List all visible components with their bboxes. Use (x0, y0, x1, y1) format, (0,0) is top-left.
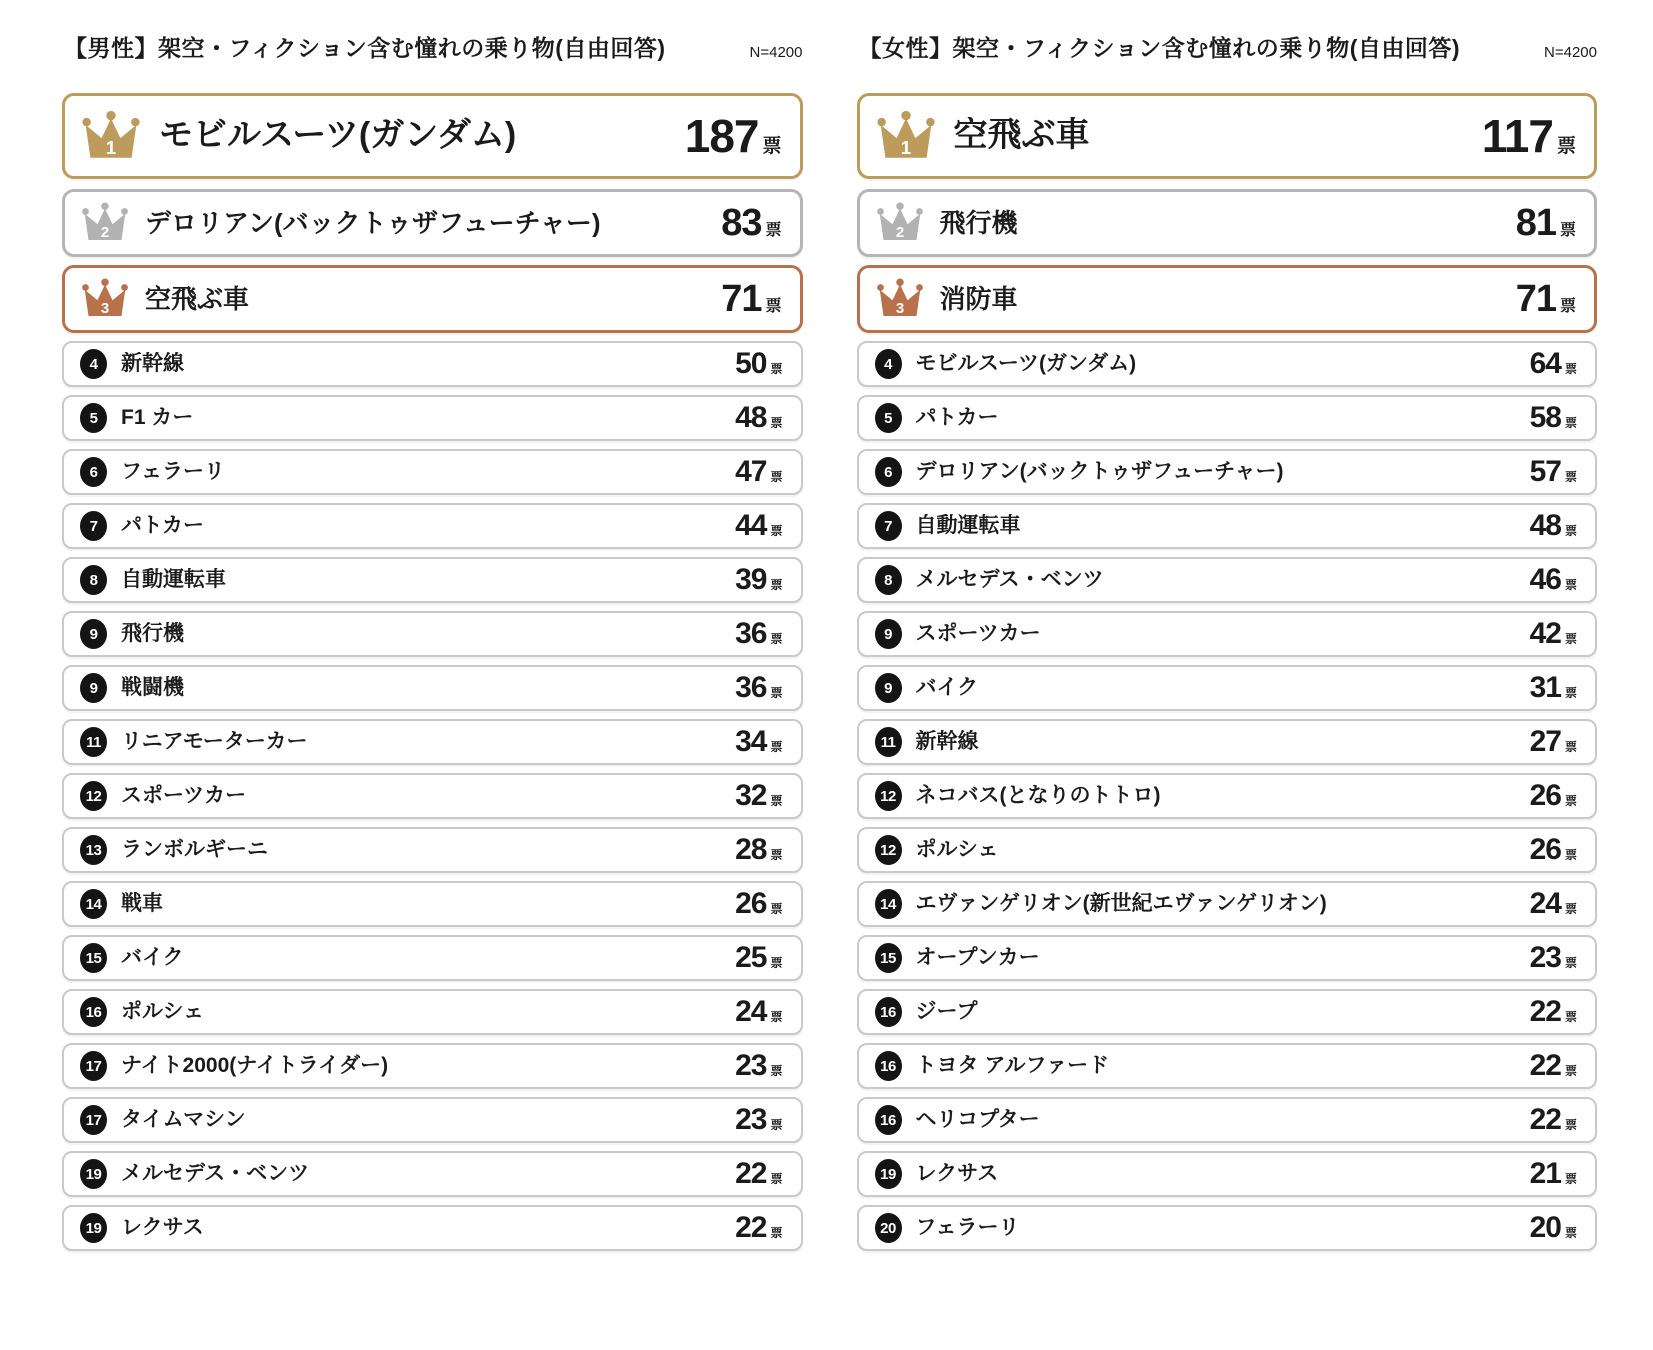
vote-count (735, 565, 782, 595)
rank-badge: 16 (875, 1051, 902, 1081)
ranking-row (857, 395, 1598, 441)
vote-count (1530, 889, 1577, 919)
vote-count (735, 1159, 782, 1189)
rank-badge: 16 (875, 1105, 902, 1135)
vote-count (735, 403, 782, 433)
item-label: デロリアン(バックトゥザフューチャー) (145, 208, 601, 238)
crown-rank-3-icon (81, 277, 129, 321)
item-label: 空飛ぶ車 (145, 284, 250, 314)
vote-number: 21 (1529, 1157, 1561, 1190)
rank-badge: 7 (875, 511, 902, 541)
item-label: トヨタ アルファード (915, 1054, 1110, 1078)
vote-count (1530, 1159, 1577, 1189)
rank-badge: 17 (80, 1051, 107, 1081)
vote-unit: 票 (1564, 902, 1577, 916)
ranking-row (62, 395, 803, 441)
ranking-row (857, 827, 1598, 873)
vote-number: 44 (735, 509, 767, 542)
vote-unit: 票 (1564, 1118, 1577, 1132)
vote-unit: 票 (1564, 686, 1577, 700)
vote-count (1530, 403, 1577, 433)
item-label: スポーツカー (121, 784, 247, 808)
item-label: ランボルギーニ (121, 838, 268, 862)
vote-count (735, 1105, 782, 1135)
svg-text:3: 3 (895, 300, 904, 318)
vote-unit: 票 (770, 956, 783, 970)
rank-badge: 19 (80, 1159, 107, 1189)
vote-unit: 票 (770, 902, 783, 916)
vote-unit: 票 (1564, 740, 1577, 754)
vote-count (735, 1051, 782, 1081)
item-label: ナイト2000(ナイトライダー) (121, 1054, 389, 1078)
item-label: リニアモーターカー (121, 730, 308, 754)
vote-count (1530, 673, 1577, 703)
rank-badge: 20 (875, 1213, 902, 1243)
item-label: エヴァンゲリオン(新世紀エヴァンゲリオン) (915, 892, 1327, 916)
item-label: ポルシェ (915, 838, 999, 862)
vote-number: 47 (735, 455, 767, 488)
vote-count (735, 781, 782, 811)
crown-rank-1-icon (876, 109, 936, 163)
vote-unit: 票 (770, 848, 783, 862)
ranking-row (62, 665, 803, 711)
ranking-row (62, 1205, 803, 1251)
vote-unit: 票 (765, 298, 782, 315)
ranking-row (857, 341, 1598, 387)
ranking-row (62, 1151, 803, 1197)
ranking-row (857, 93, 1598, 179)
vote-unit: 票 (765, 222, 782, 239)
ranking-row (62, 1043, 803, 1089)
vote-count (1530, 997, 1577, 1027)
ranking-row (857, 449, 1598, 495)
rank-badge: 11 (80, 727, 107, 757)
vote-number: 23 (735, 1103, 767, 1136)
ranking-row (857, 611, 1598, 657)
vote-unit: 票 (762, 136, 782, 157)
vote-count (1530, 1213, 1577, 1243)
panel-male (62, 24, 803, 1259)
vote-number: 117 (1481, 110, 1553, 162)
vote-count (1530, 1051, 1577, 1081)
vote-number: 48 (1529, 509, 1561, 542)
ranking-row (62, 719, 803, 765)
vote-count (735, 727, 782, 757)
crown-rank-2-icon (876, 201, 924, 245)
crown-rank-3-icon (876, 277, 924, 321)
vote-count (735, 835, 782, 865)
rank-badge: 8 (80, 565, 107, 595)
item-label: ジープ (915, 1000, 978, 1024)
rank-badge: 4 (875, 349, 902, 379)
vote-number: 64 (1529, 347, 1561, 380)
vote-number: 57 (1529, 455, 1561, 488)
vote-unit: 票 (770, 1010, 783, 1024)
ranking-row (857, 1097, 1598, 1143)
ranking-row (857, 503, 1598, 549)
item-label: メルセデス・ベンツ (915, 568, 1104, 592)
vote-unit: 票 (1564, 470, 1577, 484)
rank-badge: 4 (80, 349, 107, 379)
item-label: デロリアン(バックトゥザフューチャー) (915, 460, 1284, 484)
rank-badge: 17 (80, 1105, 107, 1135)
item-label: 飛行機 (939, 208, 1018, 238)
vote-unit: 票 (770, 1172, 783, 1186)
vote-count (735, 511, 782, 541)
vote-unit: 票 (1564, 632, 1577, 646)
item-label: ネコバス(となりのトトロ) (915, 784, 1161, 808)
vote-unit: 票 (770, 524, 783, 538)
item-label: 戦車 (121, 892, 163, 916)
rank-badge: 12 (875, 781, 902, 811)
vote-unit: 票 (1564, 416, 1577, 430)
vote-count (1516, 204, 1576, 242)
ranking-row (857, 881, 1598, 927)
ranking-row (62, 93, 803, 179)
vote-unit: 票 (770, 1226, 783, 1240)
svg-text:1: 1 (900, 136, 911, 158)
vote-number: 26 (1529, 779, 1561, 812)
vote-count (1530, 835, 1577, 865)
ranking-list (62, 93, 803, 1259)
vote-number: 26 (1529, 833, 1561, 866)
vote-count (735, 619, 782, 649)
vote-count (1530, 511, 1577, 541)
vote-unit: 票 (770, 794, 783, 808)
rank-badge: 12 (80, 781, 107, 811)
vote-unit: 票 (1559, 222, 1576, 239)
item-label: メルセデス・ベンツ (121, 1162, 310, 1186)
vote-number: 31 (1529, 671, 1561, 704)
ranking-row (857, 773, 1598, 819)
ranking-row (857, 1043, 1598, 1089)
ranking-row (62, 449, 803, 495)
vote-number: 22 (1529, 1103, 1561, 1136)
item-label: 飛行機 (121, 622, 184, 646)
item-label: フェラーリ (121, 460, 225, 484)
ranking-row (62, 189, 803, 257)
vote-number: 32 (735, 779, 767, 812)
ranking-row (857, 989, 1598, 1035)
vote-count (1530, 943, 1577, 973)
ranking-row (857, 1151, 1598, 1197)
vote-number: 39 (735, 563, 767, 596)
vote-number: 22 (1529, 995, 1561, 1028)
vote-unit: 票 (1564, 1064, 1577, 1078)
vote-count (1530, 619, 1577, 649)
svg-text:1: 1 (105, 136, 117, 158)
vote-number: 46 (1529, 563, 1561, 596)
vote-number: 71 (1515, 278, 1556, 320)
vote-number: 23 (1529, 941, 1561, 974)
ranking-row (62, 935, 803, 981)
rank-badge: 6 (875, 457, 902, 487)
ranking-row (62, 773, 803, 819)
vote-unit: 票 (770, 1064, 783, 1078)
vote-unit: 票 (1564, 578, 1577, 592)
ranking-row (62, 989, 803, 1035)
rank-badge: 9 (80, 673, 107, 703)
ranking-row (62, 827, 803, 873)
panel-header (859, 30, 1598, 63)
item-label: バイク (915, 676, 979, 700)
vote-number: 36 (735, 671, 767, 704)
svg-text:2: 2 (895, 224, 904, 242)
vote-number: 20 (1529, 1211, 1561, 1244)
rank-badge: 16 (875, 997, 902, 1027)
rank-badge: 15 (875, 943, 902, 973)
vote-unit: 票 (1564, 524, 1577, 538)
vote-unit: 票 (770, 578, 783, 592)
vote-unit: 票 (770, 416, 783, 430)
vote-unit: 票 (770, 686, 783, 700)
item-label: 新幹線 (915, 730, 979, 754)
rank-badge: 6 (80, 457, 107, 487)
rank-badge: 7 (80, 511, 107, 541)
ranking-row (62, 881, 803, 927)
vote-count (1530, 1105, 1577, 1135)
vote-count (1481, 110, 1576, 162)
vote-unit: 票 (770, 740, 783, 754)
vote-unit: 票 (770, 1118, 783, 1132)
vote-count (735, 349, 782, 379)
vote-count (735, 943, 782, 973)
rank-badge: 15 (80, 943, 107, 973)
rank-badge: 14 (875, 889, 902, 919)
item-label: レクサス (121, 1216, 204, 1240)
panel-female (857, 24, 1598, 1259)
vote-unit: 票 (1564, 1172, 1577, 1186)
rank-badge: 13 (80, 835, 107, 865)
vote-count (735, 457, 782, 487)
svg-text:2: 2 (100, 224, 110, 242)
ranking-row (62, 1097, 803, 1143)
vote-count (1530, 727, 1577, 757)
vote-number: 34 (735, 725, 767, 758)
rank-badge: 9 (875, 619, 902, 649)
rank-badge: 14 (80, 889, 107, 919)
vote-count (721, 204, 781, 242)
rank-badge: 19 (875, 1159, 902, 1189)
ranking-row (62, 503, 803, 549)
ranking-row (62, 557, 803, 603)
vote-number: 23 (735, 1049, 767, 1082)
vote-number: 28 (735, 833, 767, 866)
vote-number: 48 (735, 401, 767, 434)
vote-number: 22 (735, 1211, 767, 1244)
ranking-row (857, 557, 1598, 603)
item-label: オープンカー (915, 946, 1040, 970)
item-label: 新幹線 (121, 352, 184, 376)
ranking-row (62, 265, 803, 333)
item-label: パトカー (915, 406, 999, 430)
vote-count (1530, 781, 1577, 811)
rank-badge: 11 (875, 727, 902, 757)
rank-badge: 5 (80, 403, 107, 433)
vote-number: 24 (1529, 887, 1561, 920)
vote-number: 36 (735, 617, 767, 650)
crown-rank-2-icon (81, 201, 129, 245)
panel-title: 【男性】架空・フィクション含む憧れの乗り物(自由回答) (64, 35, 666, 61)
vote-number: 42 (1529, 617, 1561, 650)
ranking-row (857, 665, 1598, 711)
vote-number: 22 (735, 1157, 767, 1190)
vote-count (721, 280, 781, 318)
vote-number: 71 (721, 278, 762, 320)
item-label: パトカー (121, 514, 204, 538)
rank-badge: 8 (875, 565, 902, 595)
item-label: ポルシェ (121, 1000, 205, 1024)
item-label: レクサス (915, 1162, 999, 1186)
sample-size-label: N=4200 (1544, 44, 1597, 61)
vote-unit: 票 (1564, 362, 1577, 376)
vote-count (1530, 349, 1577, 379)
crown-rank-1-icon (81, 109, 141, 163)
item-label: タイムマシン (121, 1108, 246, 1132)
item-label: フェラーリ (915, 1216, 1020, 1240)
item-label: バイク (121, 946, 184, 970)
vote-count (1530, 457, 1577, 487)
vote-number: 22 (1529, 1049, 1561, 1082)
item-label: 自動運転車 (915, 514, 1021, 538)
vote-count (1530, 565, 1577, 595)
vote-number: 81 (1515, 202, 1556, 244)
ranking-row (857, 719, 1598, 765)
ranking-row (62, 341, 803, 387)
vote-count (735, 1213, 782, 1243)
item-label: 戦闘機 (121, 676, 184, 700)
vote-unit: 票 (1564, 1226, 1577, 1240)
item-label: F1 カー (121, 406, 194, 430)
svg-text:3: 3 (100, 300, 110, 318)
ranking-row (857, 265, 1598, 333)
item-label: ヘリコプター (915, 1108, 1040, 1132)
item-label: スポーツカー (915, 622, 1041, 646)
vote-number: 26 (735, 887, 767, 920)
vote-count (735, 673, 782, 703)
vote-unit: 票 (1564, 1010, 1577, 1024)
rank-badge: 19 (80, 1213, 107, 1243)
vote-count (1516, 280, 1576, 318)
rank-badge: 9 (80, 619, 107, 649)
item-label: 消防車 (939, 284, 1018, 314)
ranking-row (62, 611, 803, 657)
vote-number: 187 (684, 110, 759, 162)
rank-badge: 9 (875, 673, 902, 703)
item-label: 空飛ぶ車 (953, 117, 1090, 155)
item-label: 自動運転車 (121, 568, 226, 592)
panel-title: 【女性】架空・フィクション含む憧れの乗り物(自由回答) (858, 35, 1461, 61)
vote-count (735, 997, 782, 1027)
vote-unit: 票 (1564, 956, 1577, 970)
vote-number: 50 (735, 347, 767, 380)
vote-count (684, 110, 782, 162)
rank-badge: 5 (875, 403, 902, 433)
two-column-layout (62, 24, 1597, 1259)
vote-number: 24 (735, 995, 767, 1028)
rank-badge: 16 (80, 997, 107, 1027)
ranking-row (857, 1205, 1598, 1251)
vote-unit: 票 (770, 470, 783, 484)
vote-number: 58 (1529, 401, 1561, 434)
vote-number: 83 (721, 202, 762, 244)
vote-count (735, 889, 782, 919)
vote-number: 27 (1529, 725, 1561, 758)
rank-badge: 12 (875, 835, 902, 865)
ranking-list (857, 93, 1598, 1259)
vote-unit: 票 (1559, 298, 1576, 315)
vote-unit: 票 (770, 362, 783, 376)
vote-unit: 票 (1564, 848, 1577, 862)
item-label: モビルスーツ(ガンダム) (915, 352, 1137, 376)
ranking-row (857, 189, 1598, 257)
vote-unit: 票 (1564, 794, 1577, 808)
vote-unit: 票 (770, 632, 783, 646)
panel-header (64, 30, 803, 63)
ranking-row (857, 935, 1598, 981)
item-label: モビルスーツ(ガンダム) (159, 117, 517, 155)
sample-size-label: N=4200 (749, 44, 803, 61)
vote-number: 25 (735, 941, 767, 974)
vote-unit: 票 (1556, 136, 1576, 157)
